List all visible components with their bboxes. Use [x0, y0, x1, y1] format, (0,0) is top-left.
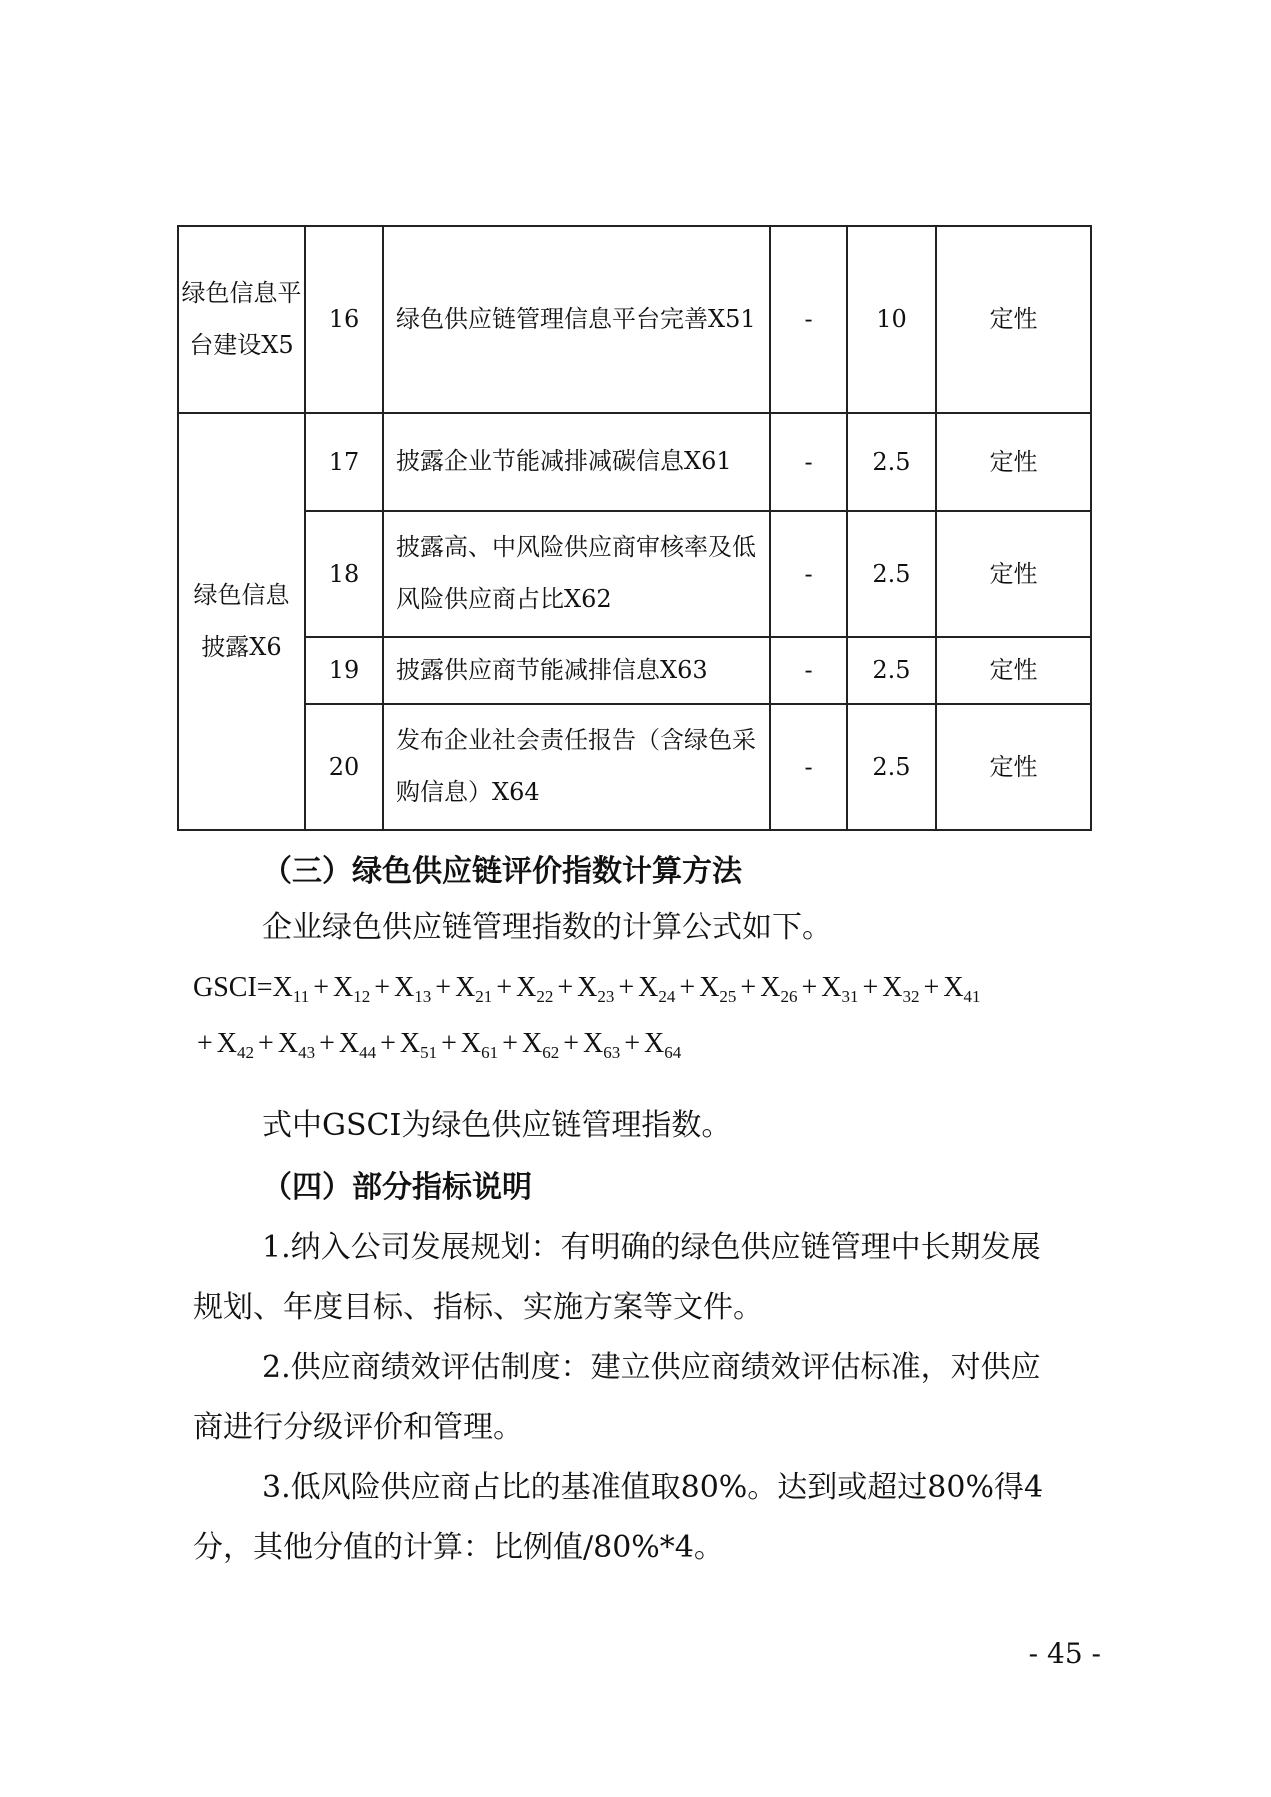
table-row [178, 704, 1091, 830]
indicator-cell: 披露高、中风险供应商审核率及低风险供应商占比X62 [383, 511, 770, 637]
type-cell: 定性 [936, 511, 1091, 637]
formula-term: $X_{24}$ [638, 972, 676, 1006]
score-cell: 10 [847, 226, 936, 413]
plus-operator: + [618, 972, 635, 1003]
plus-operator: + [380, 1028, 396, 1059]
section-4-heading: （四）部分指标说明 [262, 1170, 532, 1205]
item-3-line-2: 分，其他分值的计算：比例值/80%*4。 [193, 1530, 724, 1565]
plus-operator: + [374, 972, 391, 1003]
number-cell: 16 [305, 226, 383, 413]
formula-term: $X_{13}$ [394, 972, 432, 1006]
formula-terms [193, 1028, 682, 1062]
type-cell: 定性 [936, 413, 1091, 511]
formula-note: 式中GSCI为绿色供应链管理指数。 [262, 1108, 732, 1143]
table-row [178, 226, 1091, 413]
table-row [178, 637, 1091, 704]
plus-operator: + [624, 1028, 641, 1059]
formula-term: $X_{43}$ [277, 1028, 316, 1062]
formula-term: $X_{32}$ [882, 972, 920, 1006]
indicator-table [177, 225, 1092, 831]
formula-term: $X_{44}$ [338, 1028, 377, 1062]
formula-intro: 企业绿色供应链管理指数的计算公式如下。 [262, 910, 832, 945]
formula-term: $X_{51}$ [399, 1028, 438, 1062]
page-number: - 45 - [1028, 1637, 1101, 1670]
formula-term: $X_{63}$ [582, 1028, 621, 1062]
plus-operator: + [801, 972, 818, 1003]
formula-line-2 [193, 1028, 681, 1063]
formula-term: $X_{25}$ [699, 972, 737, 1006]
section-3-heading: （三）绿色供应链评价指数计算方法 [262, 854, 742, 889]
dash-cell: - [770, 511, 847, 637]
plus-operator: + [740, 972, 757, 1003]
formula-term: $X_{31}$ [821, 972, 859, 1006]
formula-term: $X_{21}$ [455, 972, 493, 1006]
formula-term: $X_{11}$ [272, 972, 310, 1006]
score-cell: 2.5 [847, 704, 936, 830]
formula-term: $X_{22}$ [516, 972, 554, 1006]
plus-operator: + [862, 972, 879, 1003]
plus-operator: + [319, 1028, 335, 1059]
type-cell: 定性 [936, 226, 1091, 413]
item-1-line-1: 1.纳入公司发展规划：有明确的绿色供应链管理中长期发展 [262, 1230, 1041, 1265]
plus-operator: + [557, 972, 574, 1003]
plus-operator: + [563, 1028, 579, 1059]
plus-operator: + [313, 972, 329, 1003]
plus-operator: + [435, 972, 452, 1003]
plus-operator: + [258, 1028, 274, 1059]
dash-cell: - [770, 226, 847, 413]
item-2-line-1: 2.供应商绩效评估制度：建立供应商绩效评估标准，对供应 [262, 1350, 1041, 1385]
formula-line-1 [193, 972, 981, 1007]
item-1-line-2: 规划、年度目标、指标、实施方案等文件。 [193, 1290, 763, 1325]
table-row [178, 511, 1091, 637]
item-2-line-2: 商进行分级评价和管理。 [193, 1410, 523, 1445]
formula-term: $X_{23}$ [577, 972, 615, 1006]
formula-term: $X_{26}$ [760, 972, 798, 1006]
table-row [178, 413, 1091, 511]
plus-operator: + [496, 972, 513, 1003]
formula-term: $X_{62}$ [521, 1028, 560, 1062]
score-cell: 2.5 [847, 511, 936, 637]
score-cell: 2.5 [847, 413, 936, 511]
plus-operator: + [197, 1028, 213, 1059]
type-cell: 定性 [936, 704, 1091, 830]
number-cell: 19 [305, 637, 383, 704]
formula-term: $X_{42}$ [216, 1028, 255, 1062]
formula-term: $X_{64}$ [644, 1028, 682, 1062]
number-cell: 17 [305, 413, 383, 511]
indicator-cell: 绿色供应链管理信息平台完善X51 [383, 226, 770, 413]
plus-operator: + [441, 1028, 457, 1059]
dash-cell: - [770, 637, 847, 704]
formula-term: $X_{12}$ [333, 972, 371, 1006]
type-cell: 定性 [936, 637, 1091, 704]
item-3-line-1: 3.低风险供应商占比的基准值取80%。达到或超过80%得4 [262, 1470, 1044, 1505]
formula-lhs: GSCI= [193, 972, 273, 1003]
formula-term: $X_{61}$ [460, 1028, 499, 1062]
plus-operator: + [679, 972, 696, 1003]
category-cell: 绿色信息平台建设X5 [178, 226, 305, 413]
plus-operator: + [502, 1028, 518, 1059]
score-cell: 2.5 [847, 637, 936, 704]
formula-terms [272, 972, 981, 1006]
indicator-cell: 披露企业节能减排减碳信息X61 [383, 413, 770, 511]
indicator-cell: 披露供应商节能减排信息X63 [383, 637, 770, 704]
formula-term: $X_{41}$ [943, 972, 981, 1006]
indicator-cell: 发布企业社会责任报告（含绿色采购信息）X64 [383, 704, 770, 830]
dash-cell: - [770, 413, 847, 511]
plus-operator: + [923, 972, 940, 1003]
number-cell: 20 [305, 704, 383, 830]
dash-cell: - [770, 704, 847, 830]
number-cell: 18 [305, 511, 383, 637]
category-cell: 绿色信息披露X6 [178, 413, 305, 830]
